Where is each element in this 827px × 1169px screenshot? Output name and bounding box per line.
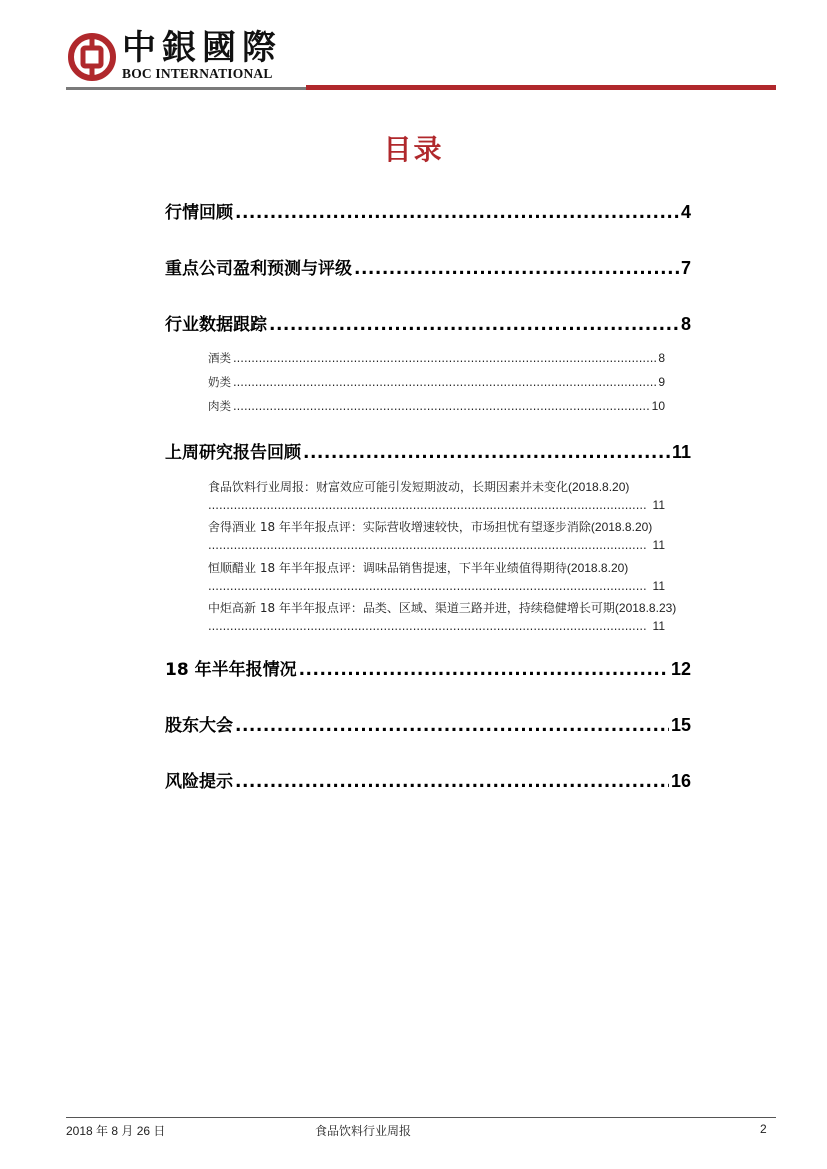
toc-entry-page: 12	[670, 659, 691, 679]
toc-dot-leader	[233, 351, 656, 365]
toc-report-title: 中炬高新 18 年半年报点评：品类、区域、渠道三路并进，持续稳健增长可期	[208, 601, 615, 615]
toc-subentry-label: 奶类	[208, 375, 231, 389]
logo-chinese-name: 中銀國際	[122, 28, 282, 68]
toc-entry-shareholder-meetings[interactable]	[165, 711, 691, 736]
toc-dot-leader	[303, 443, 670, 463]
header-rule-grey	[66, 87, 306, 90]
toc-entry-page: 7	[680, 258, 691, 278]
toc-entry-page: 11	[671, 442, 691, 462]
toc-title: 目录	[383, 133, 444, 166]
toc-report-entry[interactable]	[208, 478, 768, 495]
toc-report-date: (2018.8.20)	[566, 561, 629, 575]
toc-dot-leader	[208, 619, 647, 633]
toc-dot-leader	[269, 315, 679, 335]
toc-dot-leader	[299, 660, 669, 680]
toc-subentry-meat[interactable]	[208, 398, 665, 414]
toc-dot-leader	[235, 716, 669, 736]
toc-entry-page: 15	[670, 715, 691, 735]
toc-report-page: 11	[652, 619, 665, 633]
boc-logo-icon	[68, 33, 116, 81]
toc-subentry-page: 10	[651, 399, 665, 413]
toc-subentry-label: 肉类	[208, 399, 231, 413]
toc-dot-leader	[208, 538, 647, 552]
toc-entry-label: 上周研究报告回顾	[165, 443, 301, 463]
toc-entry-page: 4	[680, 202, 691, 222]
toc-report-entry[interactable]	[208, 559, 768, 576]
toc-report-page: 11	[652, 538, 665, 552]
toc-entry-page: 16	[670, 771, 691, 791]
toc-report-date: (2018.8.20)	[568, 480, 630, 494]
toc-report-page: 11	[652, 498, 665, 512]
toc-entry-half-year-results[interactable]	[165, 655, 691, 680]
toc-subentry-label: 酒类	[208, 351, 231, 365]
toc-report-title: 食品饮料行业周报：财富效应可能引发短期波动，长期因素并未变化	[208, 480, 569, 494]
report-header	[66, 26, 776, 96]
logo-english-name: BOC INTERNATIONAL	[122, 66, 273, 81]
toc-report-entry[interactable]	[208, 599, 768, 616]
toc-entry-earnings-forecast[interactable]	[165, 254, 691, 279]
toc-report-leader-row	[208, 538, 665, 552]
toc-subentry-page: 9	[658, 375, 665, 389]
footer-report-name: 食品饮料行业周报	[315, 1124, 412, 1138]
toc-report-date: (2018.8.23)	[614, 601, 677, 615]
toc-entry-label: 行情回顾	[165, 203, 233, 223]
toc-report-entry[interactable]	[208, 518, 768, 535]
toc-dot-leader	[354, 259, 679, 279]
toc-dot-leader	[235, 772, 669, 792]
toc-entry-market-review[interactable]	[165, 198, 691, 223]
toc-report-title: 恒顺醋业 18 年半年报点评：调味品销售提速，下半年业绩值得期待	[208, 561, 567, 575]
toc-entry-label: 18 年半年报情况	[165, 660, 297, 680]
toc-report-page: 11	[652, 579, 665, 593]
toc-dot-leader	[208, 579, 647, 593]
toc-subentry-page: 8	[658, 351, 665, 365]
toc-report-title: 舍得酒业 18 年半年报点评：实际营收增速较快，市场担忧有望逐步消除	[208, 520, 591, 534]
toc-report-leader-row	[208, 619, 665, 633]
footer-page-number: 2	[760, 1122, 767, 1136]
toc-entry-risk-warning[interactable]	[165, 767, 691, 792]
header-rule-red	[306, 85, 776, 90]
toc-entry-industry-data[interactable]	[165, 310, 691, 335]
toc-report-leader-row	[208, 498, 665, 512]
toc-dot-leader	[233, 399, 650, 413]
toc-entry-label: 股东大会	[165, 716, 233, 736]
toc-dot-leader	[235, 203, 679, 223]
toc-entry-label: 行业数据跟踪	[165, 315, 267, 335]
toc-subentry-liquor[interactable]	[208, 350, 665, 366]
toc-dot-leader	[208, 498, 647, 512]
toc-report-leader-row	[208, 579, 665, 593]
footer-date: 2018 年 8 月 26 日	[66, 1124, 166, 1138]
toc-dot-leader	[233, 375, 656, 389]
toc-entry-label: 风险提示	[165, 772, 233, 792]
toc-subentry-dairy[interactable]	[208, 374, 665, 390]
toc-entry-research-review[interactable]	[165, 438, 691, 463]
toc-entry-label: 重点公司盈利预测与评级	[165, 259, 352, 279]
toc-entry-page: 8	[680, 314, 691, 334]
toc-report-date: (2018.8.20)	[590, 520, 653, 534]
footer-rule	[66, 1117, 776, 1118]
